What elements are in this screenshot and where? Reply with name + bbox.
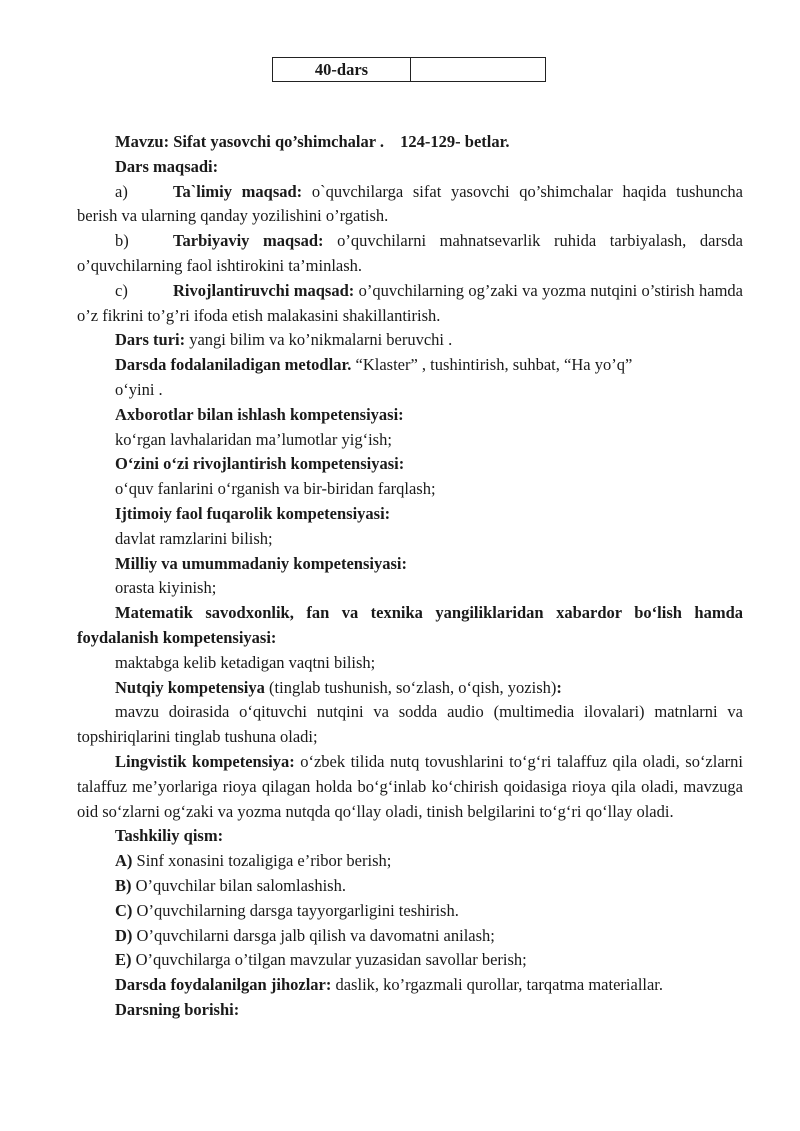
speech-paren: (tinglab tushunish, so‘zlash, o‘qish, yozish) bbox=[264, 677, 557, 697]
competency-title: O‘zini o‘zi rivojlantirish kompetensiyasi: bbox=[115, 454, 405, 474]
linguistic-title: Lingvistik kompetensiya: bbox=[115, 751, 295, 771]
linguistic-text: o‘zbek tilida nutq tovushlarini to‘g‘ri talaffuz qila oladi, so‘zlarni talaffuz me’yorlariga rioya qilagan holda bo‘g‘inlab ko‘chirish qoidasiga rioya qila oladi, mavzuga oid so‘zlarni og‘zaki va yozma nutqda qo‘llay oladi, tinish belgilarini to‘g‘ri qo‘llay oladi. bbox=[77, 751, 743, 821]
goal-item bbox=[77, 180, 743, 230]
goal-text: o`quvchilarga sifat yasovchi qo’shimchalar haqida tushuncha berish va ularning qanday yozilishini o’rgatish. bbox=[77, 181, 744, 226]
speech-title: Nutqiy kompetensiya bbox=[115, 677, 265, 697]
competency-text: o‘quv fanlarini o‘rganish va bir-biridan farqlash; bbox=[115, 479, 436, 499]
goal-text: o’quvchilarning og’zaki va yozma nutqini o’stirish hamda o’z fikrini to’g’ri ifoda etish malakasini shakillantirish. bbox=[77, 280, 744, 325]
methods-text: “Klaster” , tushintirish, suhbat, “Ha yo’q” bbox=[351, 355, 633, 375]
competency-text: davlat ramzlarini bilish; bbox=[115, 528, 273, 548]
topic-pages: 124-129- betlar. bbox=[400, 132, 510, 151]
org-title: Tashkiliy qism: bbox=[115, 826, 224, 846]
equipment bbox=[77, 973, 743, 998]
competency-text: orasta kiyinish; bbox=[115, 578, 217, 598]
equipment-text: daslik, ko’rgazmali qurollar, tarqatma materiallar. bbox=[331, 975, 664, 995]
methods-label: Darsda fodalaniladigan metodlar. bbox=[115, 355, 352, 375]
goal-item bbox=[77, 229, 743, 279]
org-letter: C) bbox=[115, 900, 133, 920]
topic-label: Mavzu: Sifat yasovchi qo’shimchalar . bbox=[115, 132, 385, 151]
goal-letter: c) bbox=[115, 280, 128, 300]
goal-letter: a) bbox=[115, 181, 128, 201]
goal-text: o’quvchilarni mahnatsevarlik ruhida tarbiyalash, darsda o’quvchilarning faol ishtirokini ta’minlash. bbox=[77, 231, 743, 275]
lesson-plan-document bbox=[77, 130, 743, 1023]
org-text: O’quvchilarning darsga tayyorgarligini teshirish. bbox=[132, 900, 459, 920]
competency-title: Ijtimoiy faol fuqarolik kompetensiyasi: bbox=[115, 503, 391, 523]
lesson-type-label: Dars turi: bbox=[115, 330, 186, 350]
math-competency-text: maktabga kelib ketadigan vaqtni bilish; bbox=[115, 652, 376, 672]
empty-cell bbox=[411, 58, 546, 82]
org-text: O’quvchilarga o’tilgan mavzular yuzasidan savollar berish; bbox=[131, 950, 527, 970]
speech-competency-text: mavzu doirasida o‘qituvchi nutqini va sodda audio (multimedia ilovalari) matnlarni va topshiriqlarini tinglab tushuna oladi; bbox=[77, 702, 743, 747]
goal-label: Rivojlantiruvchi maqsad: bbox=[173, 280, 355, 300]
org-item bbox=[77, 874, 743, 899]
equipment-label: Darsda foydalanilgan jihozlar: bbox=[115, 975, 332, 995]
lesson-type-text: yangi bilim va ko’nikmalarni beruvchi . bbox=[185, 330, 453, 350]
progress-title: Darsning borishi: bbox=[115, 999, 240, 1019]
org-text: O’quvchilar bilan salomlashish. bbox=[131, 875, 346, 895]
goal-title: Dars maqsadi: bbox=[115, 156, 219, 176]
org-text: O’quvchilarni darsga jalb qilish va davomatni anilash; bbox=[132, 925, 495, 945]
org-item bbox=[77, 924, 743, 949]
speech-competency-title bbox=[77, 676, 743, 701]
org-item bbox=[77, 849, 743, 874]
goal-label: Ta`limiy maqsad: bbox=[173, 181, 303, 201]
org-text: Sinf xonasini tozaligiga e’ribor berish; bbox=[132, 851, 392, 871]
goal-item bbox=[77, 279, 743, 329]
competency-title: Milliy va umummadaniy kompetensiyasi: bbox=[115, 553, 407, 573]
goal-label: Tarbiyaviy maqsad: bbox=[173, 231, 324, 251]
linguistic-competency bbox=[77, 750, 743, 824]
methods bbox=[77, 353, 743, 403]
org-letter: E) bbox=[115, 950, 132, 970]
org-letter: A) bbox=[115, 851, 133, 871]
org-item bbox=[77, 899, 743, 924]
org-letter: B) bbox=[115, 875, 132, 895]
lesson-type bbox=[77, 328, 743, 353]
competency-text: ko‘rgan lavhalaridan ma’lumotlar yig‘ish; bbox=[115, 429, 392, 449]
lesson-number-cell: 40-dars bbox=[273, 58, 411, 82]
topic-line bbox=[77, 130, 743, 155]
lesson-number-table bbox=[272, 57, 546, 82]
org-item bbox=[77, 948, 743, 973]
goal-letter: b) bbox=[115, 231, 129, 251]
speech-colon: : bbox=[556, 677, 562, 697]
methods-text-2: o‘yini . bbox=[115, 379, 163, 399]
org-letter: D) bbox=[115, 925, 133, 945]
math-competency-title: Matematik savodxonlik, fan va texnika yangiliklaridan xabardor bo‘lish hamda foydalanish kompetensiyasi: bbox=[77, 603, 743, 647]
competency-title: Axborotlar bilan ishlash kompetensiyasi: bbox=[115, 404, 404, 424]
